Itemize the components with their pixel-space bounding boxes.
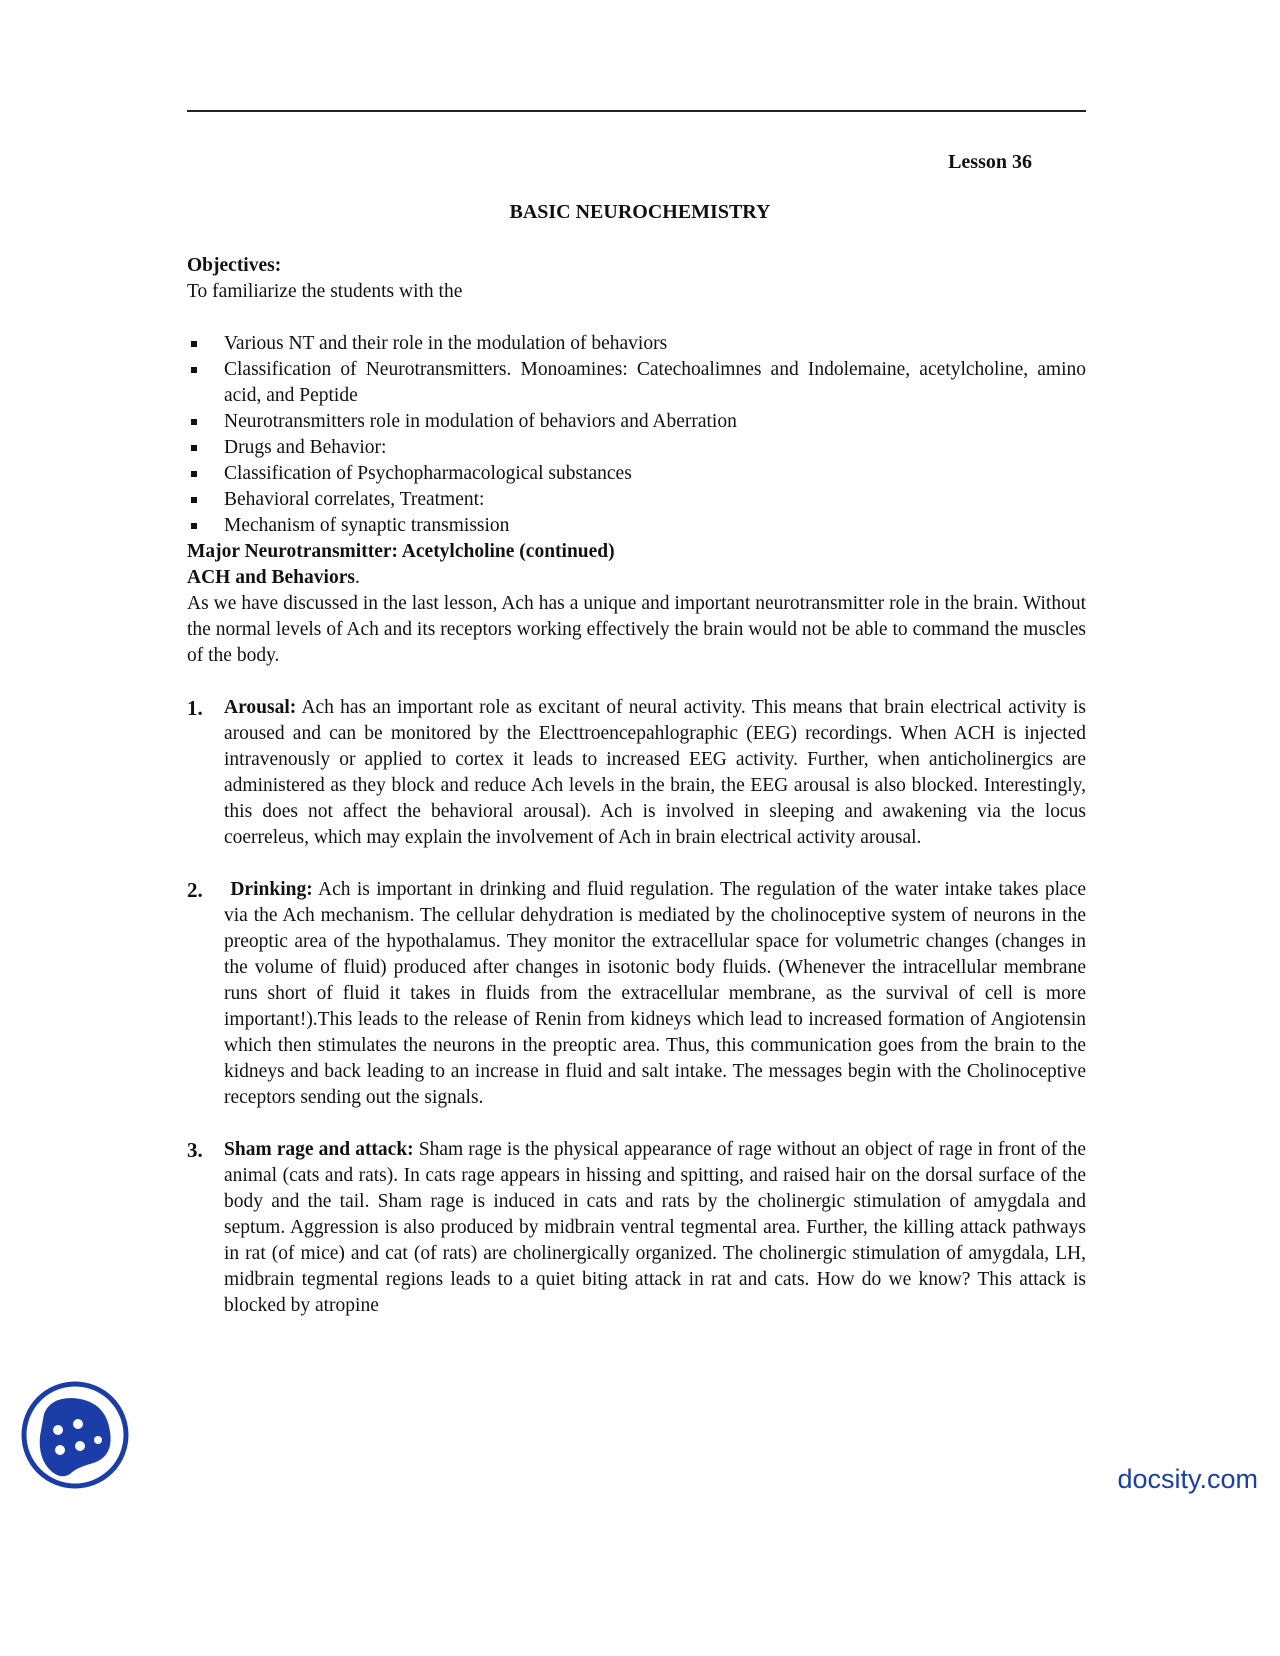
list-item-text: Neurotransmitters role in modulation of behaviors and Aberration	[224, 411, 737, 432]
docsity-logo-icon[interactable]	[20, 1380, 130, 1490]
bullet-icon	[191, 497, 197, 503]
document-body	[187, 253, 1086, 1319]
ach-heading-line	[187, 565, 1086, 591]
header-rule	[187, 110, 1086, 112]
item-label: Sham rage and attack:	[224, 1139, 414, 1160]
list-item-text: Drugs and Behavior:	[224, 437, 387, 458]
item-text: Ach has an important role as excitant of neural activity. This means that brain electrical activity is aroused and can be monitored by the Electtroencepahlographic (EEG) recordings. When ACH is injected intravenously or applied to cortex it leads to increased EEG activity. Further, when anticholinergics are administered as they block and reduce Ach levels in the brain, the EEG arousal is also blocked. Interestingly, this does not affect the behavioral arousal). Ach is involved in sleeping and awakening via the locus coerreleus, which may explain the involvement of Ach in brain electrical activity arousal.	[224, 697, 1086, 848]
list-item-text: Mechanism of synaptic transmission	[224, 515, 510, 536]
item-text: Sham rage is the physical appearance of rage without an object of rage in front of the animal (cats and rats). In cats rage appears in hissing and spitting, and raised hair on the dorsal surface of the body and the tail. Sham rage is induced in cats and rats by the cholinergic stimulation of amygdala and septum. Aggression is also produced by midbrain ventral tegmental area. Further, the killing attack pathways in rat (of mice) and cat (of rats) are cholinergically organized. The cholinergic stimulation of amygdala, LH, midbrain tegmental regions leads to a quiet biting attack in rat and cats. How do we know? This attack is blocked by atropine	[224, 1139, 1086, 1316]
bullet-icon	[191, 341, 197, 347]
item-number: 2.	[187, 878, 203, 902]
list-item-text: Classification of Neurotransmitters. Monoamines: Catechoalimnes and Indolemaine, acetylcholine, amino acid, and Peptide	[224, 359, 1086, 406]
list-item	[187, 513, 1086, 539]
bullet-icon	[191, 445, 197, 451]
list-item	[187, 487, 1086, 513]
bullet-icon	[191, 367, 197, 373]
list-item	[187, 435, 1086, 461]
numbered-item-arousal	[187, 695, 1086, 851]
item-text: Ach is important in drinking and fluid regulation. The regulation of the water intake takes place via the Ach mechanism. The cellular dehydration is mediated by the cholinoceptive system of neurons in the preoptic area of the hypothalamus. They monitor the extracellular space for volumetric changes (changes in the volume of fluid) produced after changes in isotonic body fluids. (Whenever the intracellular membrane runs short of fluid it takes in fluids from the extracellular membrane, as the survival of cell is more important!).This leads to the release of Renin from kidneys which lead to increased formation of Angiotensin which then stimulates the neurons in the preoptic area. Thus, this communication goes from the brain to the kidneys and back leading to an increase in fluid and salt intake. The messages begin with the Cholinoceptive receptors sending out the signals.	[224, 879, 1087, 1108]
list-item	[187, 461, 1086, 487]
numbered-item-drinking	[187, 877, 1086, 1111]
objectives-heading: Objectives:	[187, 255, 282, 276]
ach-heading-punct: .	[354, 567, 360, 588]
item-label: Arousal:	[224, 697, 297, 718]
section-heading: Major Neurotransmitter: Acetylcholine (continued)	[187, 541, 615, 562]
docsity-brand-link[interactable]: docsity.com	[1117, 1464, 1258, 1494]
objectives-list	[187, 331, 1086, 539]
bullet-icon	[191, 471, 197, 477]
objectives-intro: To familiarize the students with the	[187, 281, 463, 302]
bullet-icon	[191, 419, 197, 425]
list-item-text: Classification of Psychopharmacological substances	[224, 463, 632, 484]
item-number: 1.	[187, 696, 203, 720]
bullet-icon	[191, 523, 197, 529]
numbered-item-sham-rage	[187, 1137, 1086, 1319]
list-item	[187, 331, 1086, 357]
ach-heading: ACH and Behaviors	[187, 567, 355, 588]
page-title: BASIC NEUROCHEMISTRY	[509, 201, 771, 223]
list-item	[187, 409, 1086, 435]
ach-intro: As we have discussed in the last lesson, Ach has a unique and important neurotransmitter role in the brain. Without the normal levels of Ach and its receptors working effectively the brain would not be able to command the muscles of the body.	[187, 593, 1086, 666]
list-item-text: Various NT and their role in the modulation of behaviors	[224, 333, 668, 354]
item-number: 3.	[187, 1138, 203, 1162]
list-item-text: Behavioral correlates, Treatment:	[224, 489, 485, 510]
lesson-number: Lesson 36	[948, 151, 1032, 173]
item-label: Drinking:	[224, 879, 313, 900]
list-item	[187, 357, 1086, 409]
